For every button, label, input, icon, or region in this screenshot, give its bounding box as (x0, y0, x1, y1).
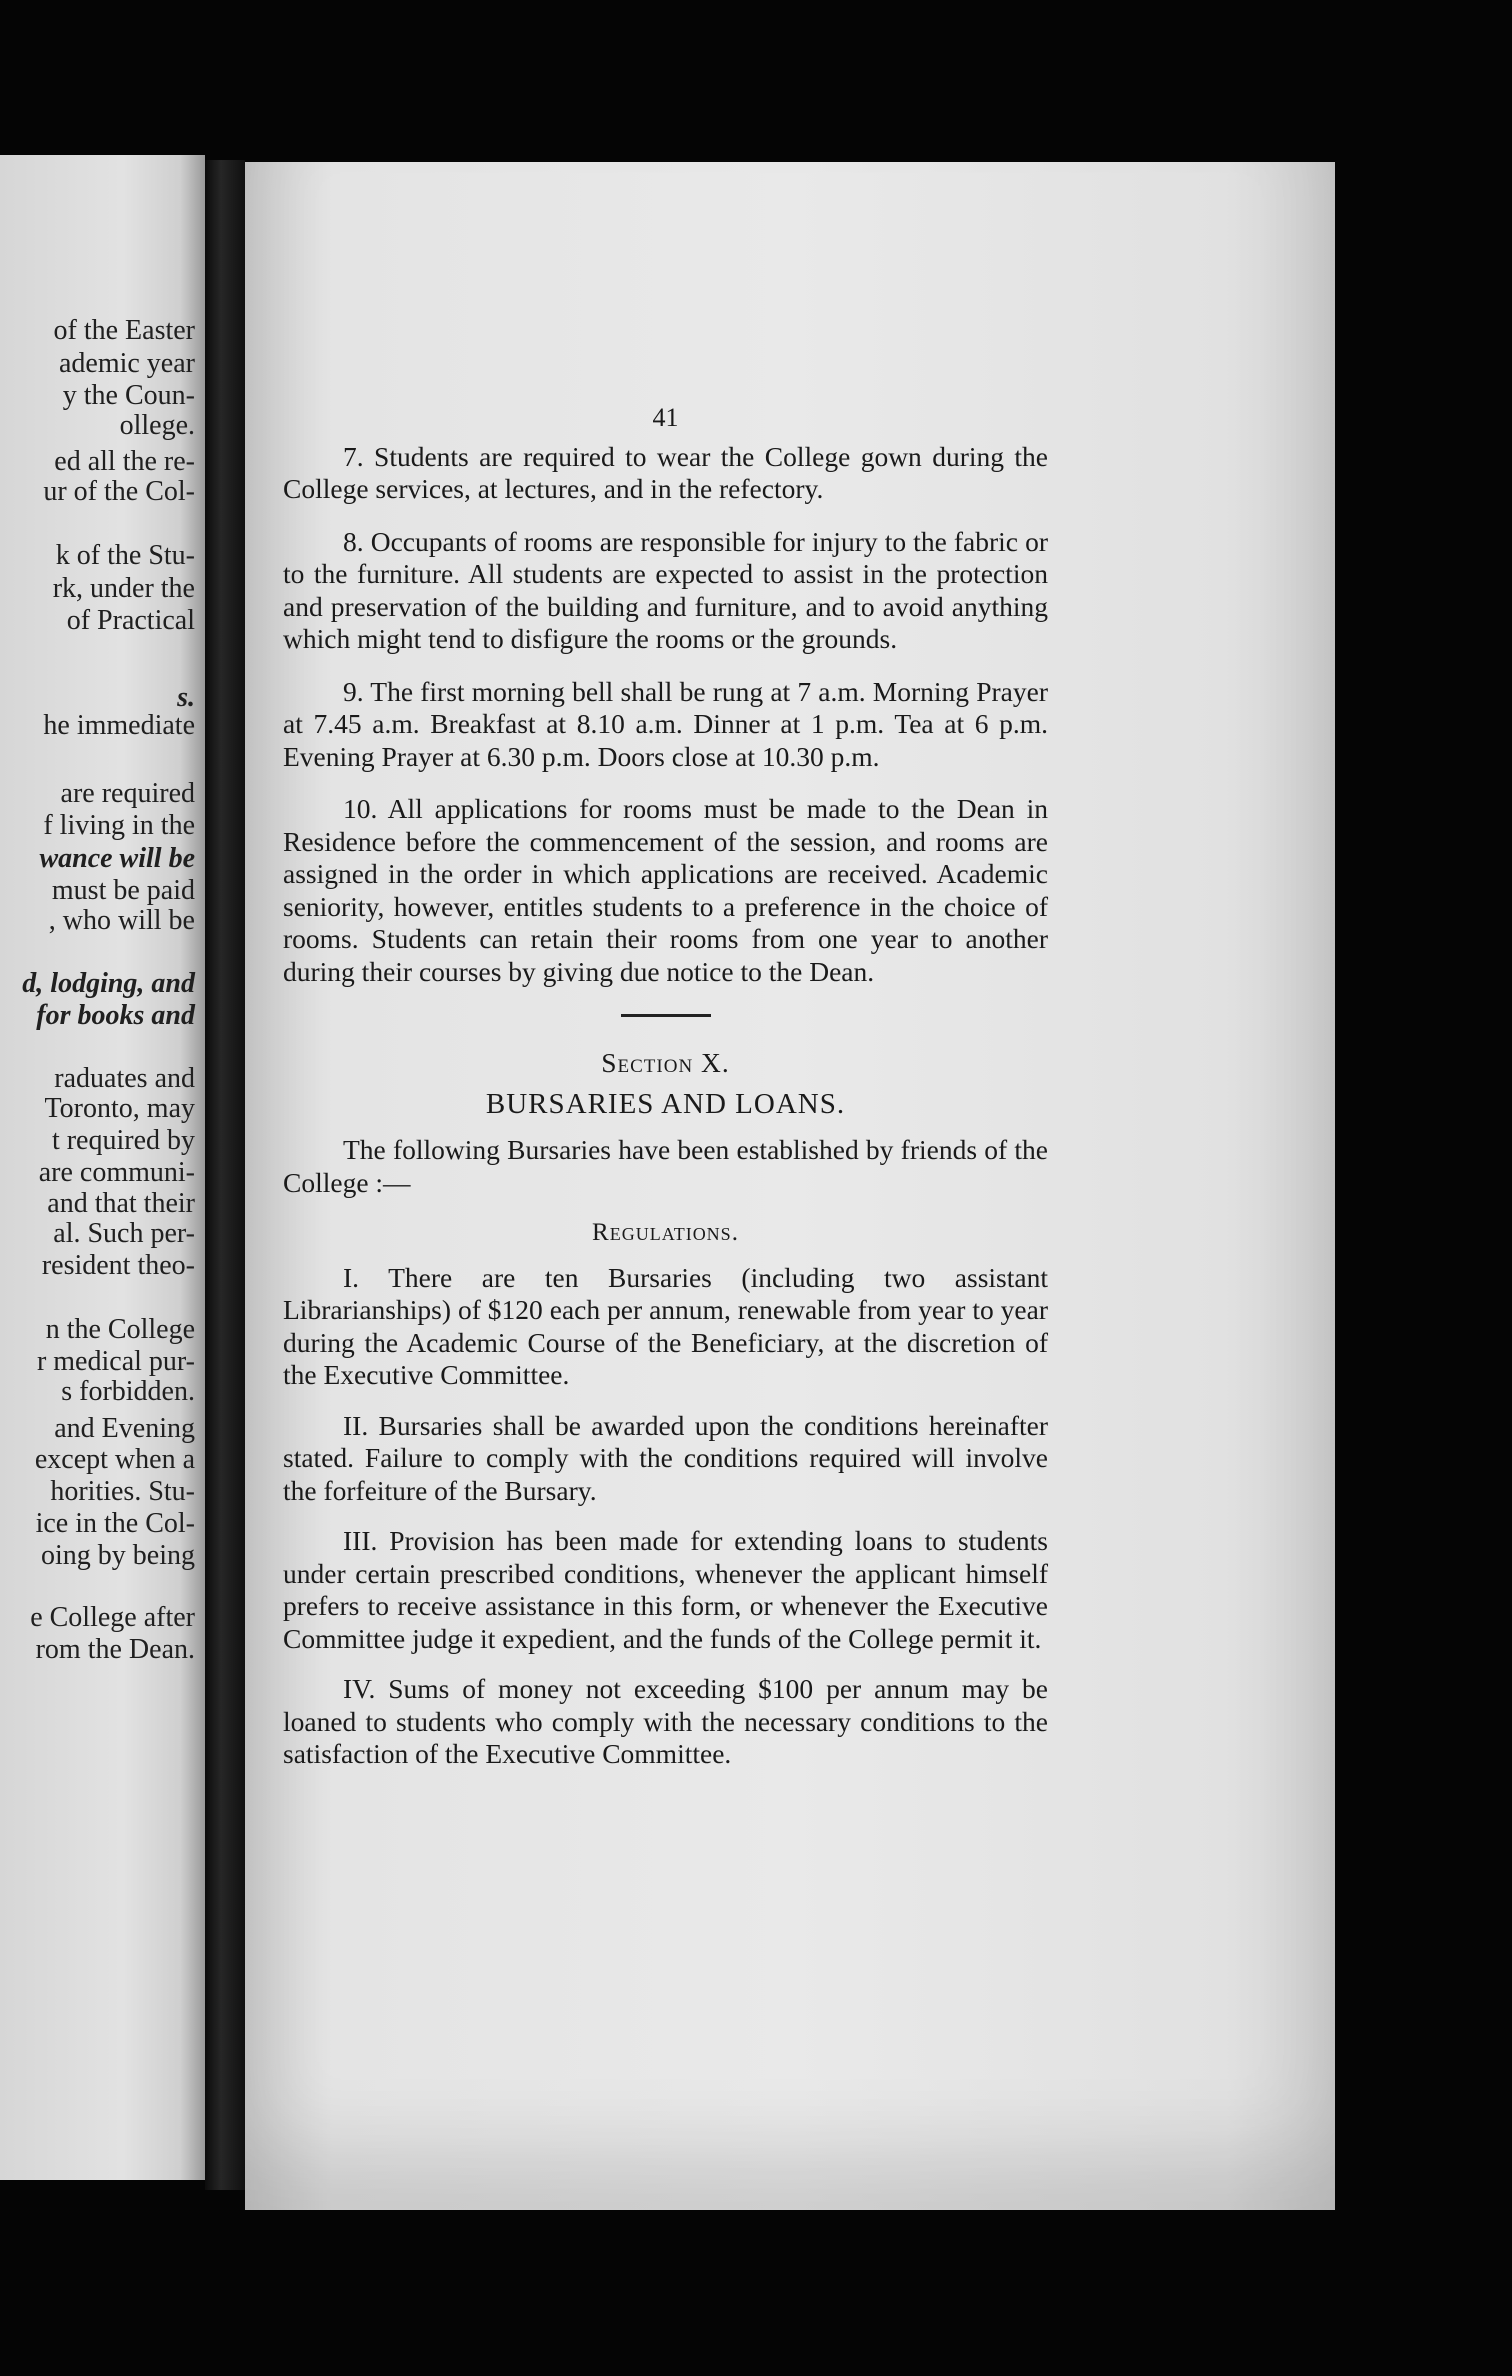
right-page (245, 162, 1335, 2210)
left-page-fragment: horities. Stu- (50, 1476, 195, 1507)
left-page-fragment: ice in the Col- (35, 1508, 195, 1539)
section-heading: Section X. (601, 1047, 730, 1078)
regulation-4: IV. Sums of money not exceeding $100 per annum may be loaned to students who comply with the necessary conditions to the satisfaction of the Executive Committee. (283, 1673, 1048, 1769)
left-page-fragment: d, lodging, and (22, 968, 195, 999)
left-page-fragment: ur of the Col- (43, 476, 195, 507)
left-page-fragment: raduates and (54, 1063, 195, 1094)
left-page-fragment: must be paid (51, 875, 195, 906)
left-page-fragment: except when a (34, 1444, 195, 1475)
left-page-fragment: are required (60, 778, 195, 809)
left-page-fragment: rom the Dean. (35, 1634, 195, 1665)
intro-paragraph: The following Bursaries have been established by friends of the College :— (283, 1134, 1048, 1198)
left-page-fragment: resident theo- (41, 1250, 195, 1281)
page-content (283, 402, 1048, 1789)
left-page-fragment: rk, under the (52, 573, 195, 604)
rule-9: 9. The first morning bell shall be rung at 7 a.m. Morning Prayer at 7.45 a.m. Breakfast at 8.10 a.m. Dinner at 1 p.m. Tea at 6 p.m. Evening Prayer at 6.30 p.m. Doors close at 10.30 p.m. (283, 675, 1048, 772)
left-page-fragment: Toronto, may (44, 1093, 195, 1124)
left-page-fragment: he immediate (43, 710, 195, 741)
left-page-fragment: s. (177, 682, 195, 713)
rule-8: 8. Occupants of rooms are responsible for injury to the fabric or to the furniture. All students are expected to assist in the protection and preservation of the building and furniture, and to avoid anything which might tend to disfigure the rooms or the grounds. (283, 525, 1048, 654)
left-page-fragment: wance will be (39, 843, 195, 874)
rule-10: 10. All applications for rooms must be made to the Dean in Residence before the commencement of the session, and rooms are assigned in the order in which applications are received. Academic seniority, however, entitles students to a preference in the choice of rooms. Students can retain their rooms from one year to another during their courses by giving due notice to the Dean. (283, 793, 1048, 987)
left-page-fragment: k of the Stu- (55, 540, 195, 571)
regulation-1: I. There are ten Bursaries (including two assistant Librarianships) of $120 each per annum, renewable from year to year during the Academic Course of the Beneficiary, at the discretion of the Executive Committee. (283, 1261, 1048, 1390)
left-page-fragment: t required by (51, 1125, 195, 1156)
regulations-heading: Regulations. (592, 1219, 739, 1246)
left-page-fragment: , who will be (48, 905, 195, 936)
page-number: 41 (652, 403, 679, 432)
left-page-fragment: ollege. (119, 410, 195, 441)
left-page-fragment: n the College (45, 1314, 195, 1345)
left-page-fragment: ademic year (58, 348, 195, 379)
left-page-fragment: r medical pur- (36, 1346, 195, 1377)
left-page-fragment: for books and (36, 1000, 195, 1031)
left-page-fragment: of Practical (66, 605, 195, 636)
main-heading: BURSARIES AND LOANS. (485, 1087, 846, 1120)
left-page-fragment: and Evening (54, 1413, 195, 1444)
left-page (0, 155, 205, 2180)
left-page-fragment: of the Easter (53, 315, 195, 346)
regulation-2: II. Bursaries shall be awarded upon the conditions hereinafter stated. Failure to comply with the conditions required will involve the forfeiture of the Bursary. (283, 1409, 1048, 1506)
section-divider (621, 1014, 711, 1017)
left-page-fragment: f living in the (43, 810, 195, 841)
left-page-fragment: and that their (47, 1188, 195, 1219)
left-page-fragment: s forbidden. (61, 1376, 195, 1407)
left-page-fragment: y the Coun- (62, 380, 195, 411)
regulation-3: III. Provision has been made for extending loans to students under certain prescribed conditions, whenever the applicant himself prefers to receive assistance in this form, or whenever the Executive Committee judge it expedient, and the funds of the College permit it. (283, 1525, 1048, 1654)
left-page-fragment: oing by being (41, 1540, 195, 1571)
left-page-fragment: e College after (30, 1602, 195, 1633)
left-page-fragment: ed all the re- (54, 446, 195, 477)
rule-7: 7. Students are required to wear the College gown during the College services, at lectures, and in the refectory. (283, 440, 1048, 504)
left-page-fragment: are communi- (38, 1157, 195, 1188)
book-gutter (205, 160, 245, 2190)
left-page-fragment: al. Such per- (53, 1218, 195, 1249)
